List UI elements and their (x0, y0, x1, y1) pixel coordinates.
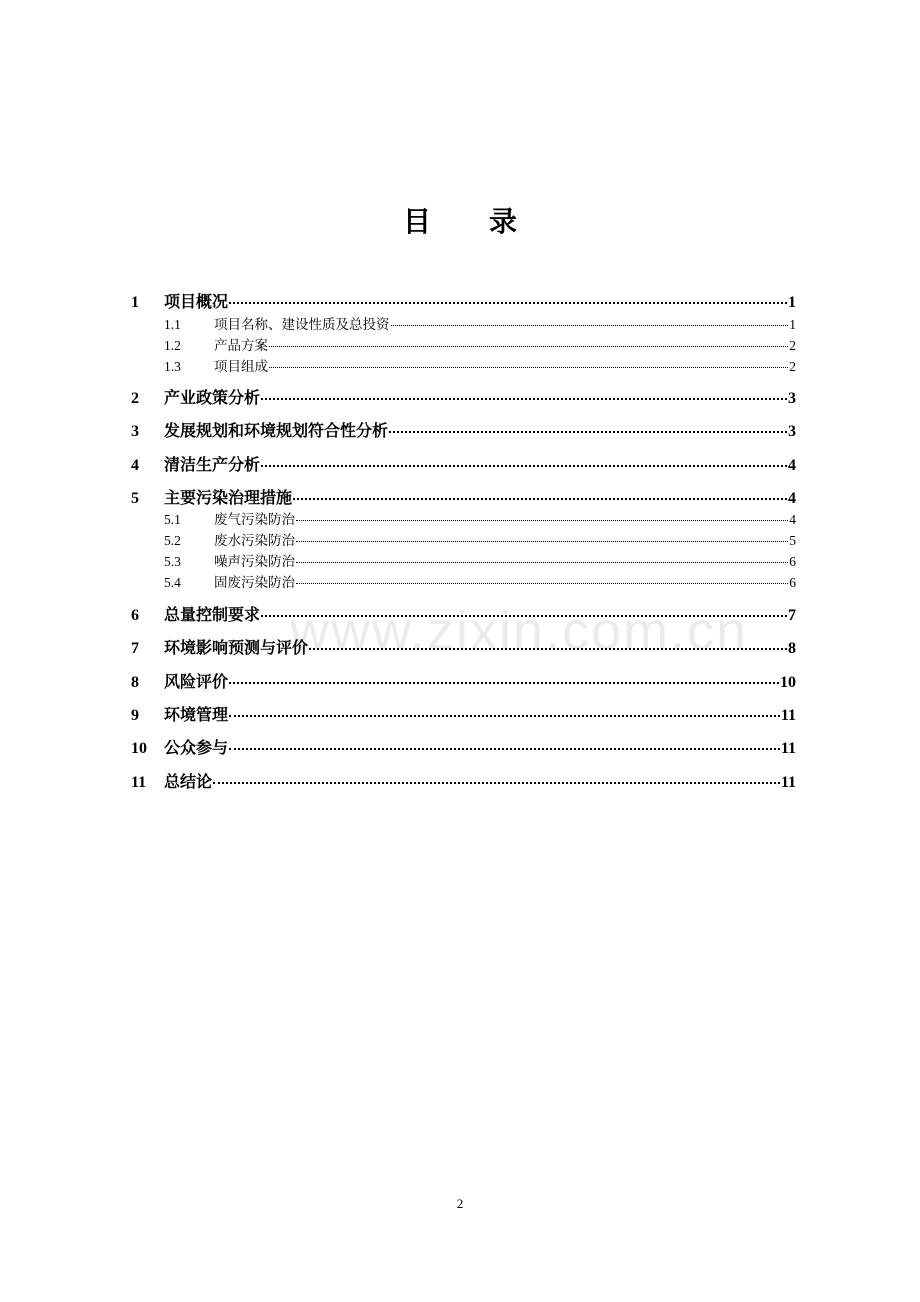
dot-leader (229, 682, 779, 684)
toc-page: 7 (788, 607, 796, 624)
toc-page: 3 (788, 423, 796, 440)
toc-page: 1 (788, 294, 796, 311)
page-title (0, 200, 920, 240)
toc-page: 6 (789, 575, 796, 590)
toc-label: 废水污染防治 (214, 533, 295, 549)
dot-leader (229, 748, 780, 750)
toc-entry[interactable] (131, 550, 796, 568)
toc-entry[interactable] (131, 313, 796, 331)
toc-page: 5 (789, 533, 796, 548)
toc-entry[interactable] (131, 289, 796, 311)
toc-entry[interactable] (131, 769, 796, 791)
dot-leader (261, 465, 787, 467)
toc-number: 1.1 (164, 317, 181, 332)
toc-page: 1 (789, 317, 796, 332)
toc-entry[interactable] (131, 334, 796, 352)
dot-leader (296, 541, 788, 542)
toc-number: 5.3 (164, 554, 181, 569)
toc-number: 2 (131, 390, 139, 407)
toc-page: 4 (788, 457, 796, 474)
toc-entry[interactable] (131, 529, 796, 547)
dot-leader (229, 715, 780, 717)
toc-entry[interactable] (131, 485, 796, 507)
toc-page: 4 (788, 490, 796, 507)
toc-label: 项目组成 (214, 359, 268, 375)
toc-number: 10 (131, 740, 147, 757)
toc-label: 风险评价 (164, 672, 229, 691)
toc-page: 3 (788, 390, 796, 407)
toc-label: 项目名称、建设性质及总投资 (214, 317, 390, 333)
toc-label: 产业政策分析 (164, 388, 261, 407)
toc-entry[interactable] (131, 571, 796, 589)
toc-page: 8 (788, 640, 796, 657)
title-char-1: 目 (402, 205, 431, 238)
toc-number: 9 (131, 707, 139, 724)
toc-page: 10 (780, 674, 796, 691)
toc-page: 2 (789, 338, 796, 353)
toc-number: 11 (131, 774, 147, 791)
toc-page: 11 (780, 707, 796, 724)
toc-number: 8 (131, 674, 139, 691)
toc-number: 1.2 (164, 338, 181, 353)
toc-entry[interactable] (131, 418, 796, 440)
toc-label: 产品方案 (214, 338, 268, 354)
dot-leader (261, 398, 787, 400)
toc-label: 公众参与 (164, 738, 229, 757)
toc-entry[interactable] (131, 355, 796, 373)
toc-entry[interactable] (131, 508, 796, 526)
toc-number: 7 (131, 640, 139, 657)
toc-label: 环境管理 (164, 705, 229, 724)
toc-number: 6 (131, 607, 139, 624)
dot-leader (229, 302, 787, 304)
watermark: www.zixin.com.cn (290, 601, 749, 661)
toc-number: 3 (131, 423, 139, 440)
page-number: 2 (456, 1196, 464, 1211)
dot-leader (213, 782, 780, 784)
toc-label: 废气污染防治 (214, 512, 295, 528)
dot-leader (391, 325, 789, 326)
toc-page: 2 (789, 359, 796, 374)
toc-number: 5.2 (164, 533, 181, 548)
toc-label: 噪声污染防治 (214, 554, 295, 570)
toc-label: 总量控制要求 (164, 605, 261, 624)
toc-label: 项目概况 (164, 292, 229, 311)
dot-leader (269, 346, 788, 347)
toc-number: 4 (131, 457, 139, 474)
dot-leader (293, 498, 787, 500)
dot-leader (296, 520, 788, 521)
toc-label: 总结论 (164, 772, 213, 791)
toc-entry[interactable] (131, 669, 796, 691)
toc-number: 1.3 (164, 359, 181, 374)
toc-page: 6 (789, 554, 796, 569)
toc-page: 11 (780, 740, 796, 757)
toc-number: 5.1 (164, 512, 181, 527)
toc-label: 发展规划和环境规划符合性分析 (164, 421, 389, 440)
toc-label: 主要污染治理措施 (164, 488, 293, 507)
title-char-2: 录 (489, 205, 518, 238)
toc-entry[interactable] (131, 452, 796, 474)
toc-number: 5 (131, 490, 139, 507)
toc-label: 固废污染防治 (214, 575, 295, 591)
toc-number: 1 (131, 294, 139, 311)
toc-label: 清洁生产分析 (164, 455, 261, 474)
dot-leader (389, 431, 787, 433)
toc-entry[interactable] (131, 702, 796, 724)
dot-leader (296, 562, 788, 563)
dot-leader (296, 583, 788, 584)
toc-page: 4 (789, 512, 796, 527)
dot-leader (269, 367, 788, 368)
toc-page: 11 (780, 774, 796, 791)
toc-number: 5.4 (164, 575, 181, 590)
toc-entry[interactable] (131, 735, 796, 757)
toc-entry[interactable] (131, 385, 796, 407)
toc-label: 环境影响预测与评价 (164, 638, 309, 657)
